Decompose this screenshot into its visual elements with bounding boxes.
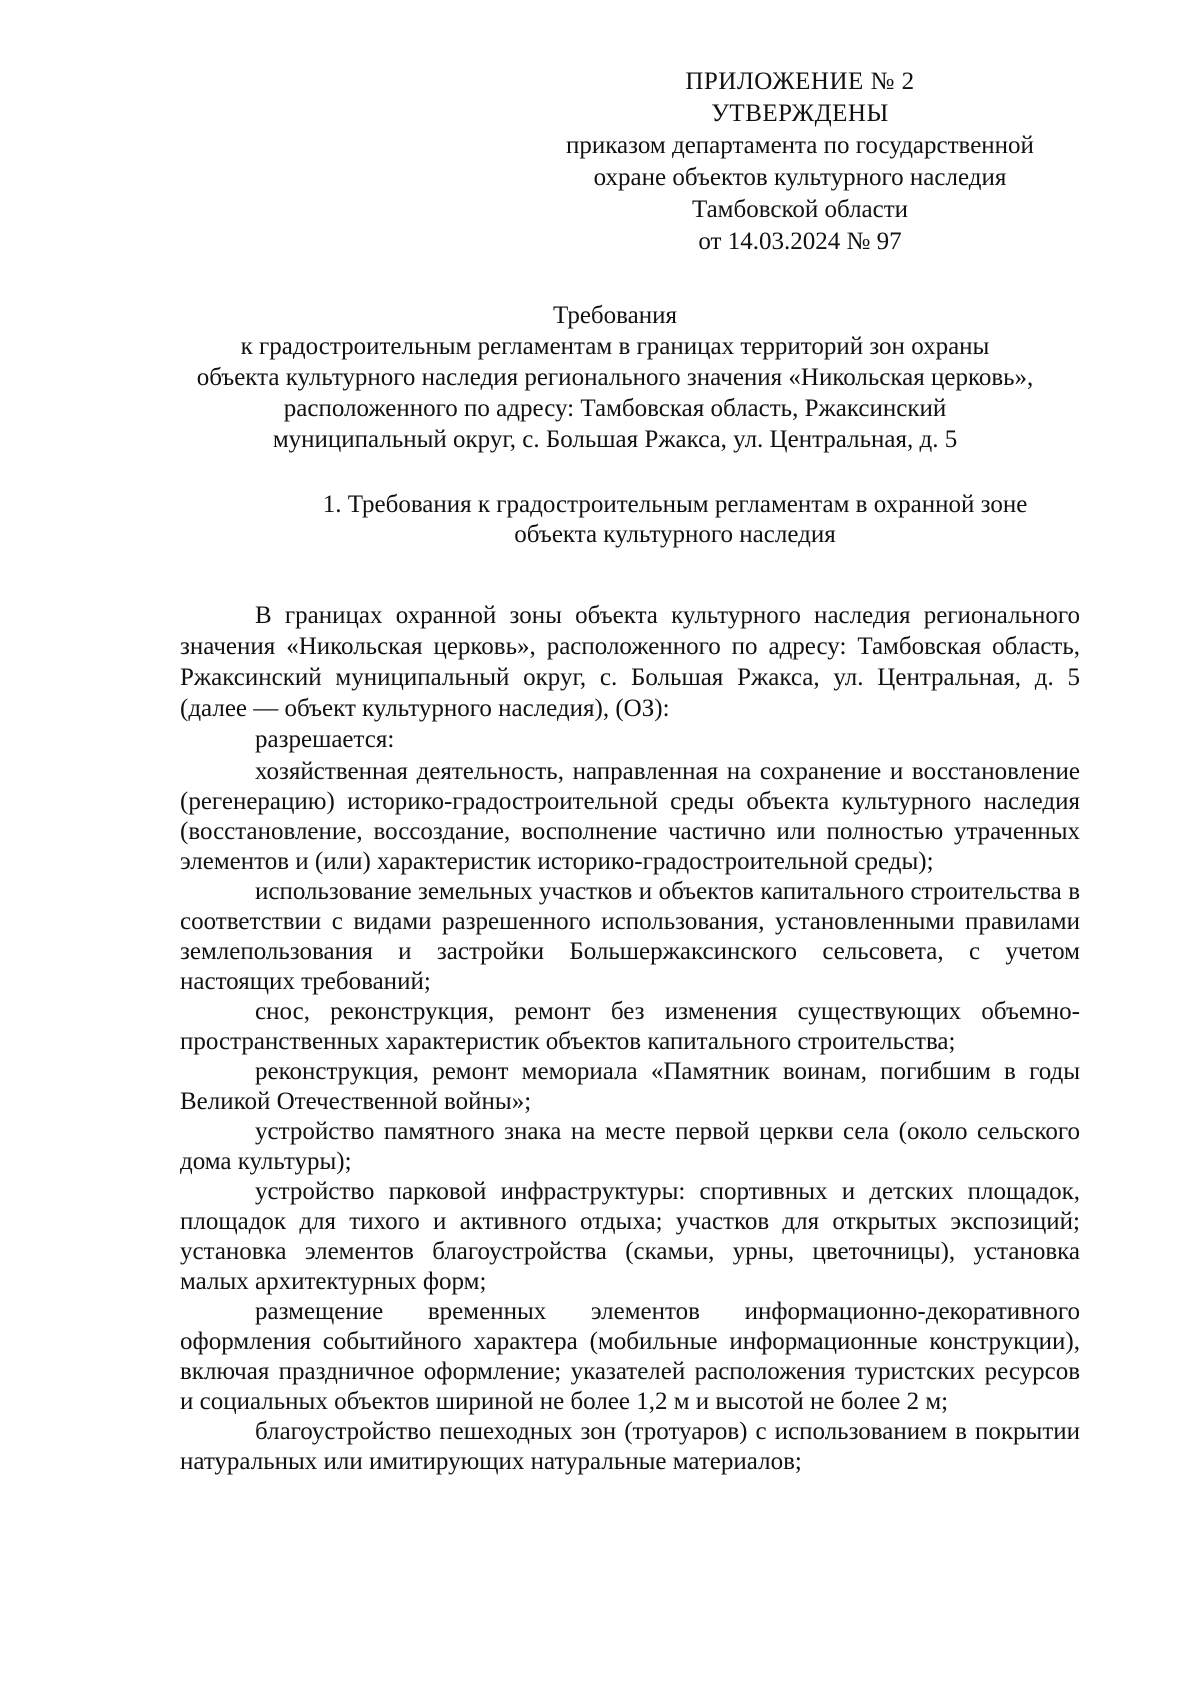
appendix-number: ПРИЛОЖЕНИЕ № 2 (685, 68, 915, 95)
order-line: приказом департамента по государственной (566, 132, 1034, 159)
allowed-heading: разрешается: (255, 726, 395, 753)
document-title (170, 300, 1060, 455)
list-item: благоустройство пешеходных зон (тротуаров) с использованием в покрытии натуральных или имитирующих натуральные материалов; (180, 1418, 1080, 1475)
section-heading (260, 490, 1090, 550)
section-heading-line: объекта культурного наследия (514, 521, 836, 548)
section-heading-line: 1. Требования к градостроительным регламентам в охранной зоне (322, 491, 1028, 518)
order-date-number: от 14.03.2024 № 97 (698, 228, 902, 255)
approval-stamp: УТВЕРЖДЕНЫ (711, 100, 889, 127)
order-line: охране объектов культурного наследия (593, 164, 1007, 191)
title-line: расположенного по адресу: Тамбовская область, Ржаксинский (283, 395, 947, 422)
list-item: хозяйственная деятельность, направленная на сохранение и восстановление (регенерацию) историко-градостроительной среды объекта культурного наследия (восстановление, воссоздание, восполнение частично или полностью утраченных элементов и (или) характеристик историко-градостроительной среды); (180, 758, 1080, 875)
list-item: реконструкция, ремонт мемориала «Памятник воинам, погибшим в годы Великой Отечественной войны»; (180, 1058, 1080, 1115)
list-item: использование земельных участков и объектов капитального строительства в соответствии с видами разрешенного использования, установленными правилами землепользования и застройки Большержаксинского сельсовета, с учетом настоящих требований; (180, 878, 1080, 995)
list-item: устройство памятного знака на месте первой церкви села (около сельского дома культуры); (180, 1118, 1080, 1175)
order-line: Тамбовской области (691, 196, 909, 223)
title-line: объекта культурного наследия регионального значения «Никольская церковь», (196, 364, 1034, 391)
list-item: размещение временных элементов информационно-декоративного оформления событийного характера (мобильные информационные конструкции), включая праздничное оформление; указателей расположения туристских ресурсов и социальных объектов шириной не более 1,2 м и высотой не более 2 м; (180, 1298, 1080, 1415)
appendix-header (520, 66, 1080, 258)
title-line: муниципальный округ, с. Большая Ржакса, ул. Центральная, д. 5 (272, 426, 958, 453)
list-item: снос, реконструкция, ремонт без изменения существующих объемно-пространственных характеристик объектов капитального строительства; (180, 998, 1080, 1055)
list-item: устройство парковой инфраструктуры: спортивных и детских площадок, площадок для тихого и активного отдыха; участков для открытых экспозиций; установка элементов благоустройства (скамьи, урны, цветочницы), установка малых архитектурных форм; (180, 1178, 1080, 1295)
title-line: к градостроительным регламентам в границах территорий зон охраны (240, 333, 990, 360)
allowed-list (180, 725, 1080, 1477)
title-heading: Требования (553, 302, 677, 329)
intro-paragraph: В границах охранной зоны объекта культурного наследия регионального значения «Никольская церковь», расположенного по адресу: Тамбовская область, Ржаксинский муниципальный округ, с. Большая Ржакса, ул. Центральная, д. 5 (далее — объект культурного наследия), (ОЗ): (180, 602, 1080, 722)
